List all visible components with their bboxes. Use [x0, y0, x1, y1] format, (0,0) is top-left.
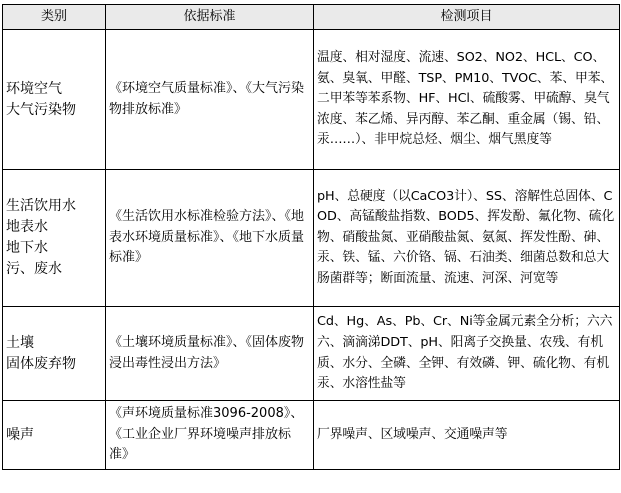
table-row: [3, 307, 620, 401]
row-basis: 《土壤环境质量标准》、《固体废物浸出毒性浸出方法》: [106, 307, 314, 401]
row-items: 温度、相对湿度、流速、SO2、NO2、HCL、CO、氨、臭氧、甲醛、TSP、PM10、TVOC、苯、甲苯、二甲苯等苯系物、HF、HCl、硫酸雾、甲硫醇、臭气浓度、苯乙烯、异丙醇、苯乙酮、重金属（锡、铅、汞……）、非甲烷总烃、烟尘、烟气黑度等: [314, 30, 620, 170]
row-items: Cd、Hg、As、Pb、Cr、Ni等金属元素全分析；六六六、滴滴涕DDT、pH、阳离子交换量、农残、有机质、水分、全磷、全钾、有效磷、钾、硫化物、有机汞、水溶性盐等: [314, 307, 620, 401]
row-basis: 《声环境质量标准3096-2008》、《工业企业厂界环境噪声排放标准》: [106, 401, 314, 470]
table-row: [3, 30, 620, 170]
table-header-row: [3, 5, 620, 30]
row-items: 厂界噪声、区域噪声、交通噪声等: [314, 401, 620, 470]
row-category: 环境空气 大气污染物: [3, 30, 106, 170]
row-category: 土壤 固体废弃物: [3, 307, 106, 401]
header-items: 检测项目: [314, 5, 620, 30]
table-row: [3, 401, 620, 470]
header-basis: 依据标准: [106, 5, 314, 30]
row-items: pH、总硬度（以CaCO3计）、SS、溶解性总固体、COD、高锰酸盐指数、BOD5、挥发酚、氟化物、硫化物、硝酸盐氮、亚硝酸盐氮、氨氮、挥发性酚、砷、汞、铁、锰、六价铬、镉、石油类、细菌总数和总大肠菌群等；断面流量、流速、河深、河宽等: [314, 170, 620, 307]
standards-table: [2, 4, 620, 470]
row-basis: 《环境空气质量标准》、《大气污染物排放标准》: [106, 30, 314, 170]
row-basis: 《生活饮用水标准检验方法》、《地表水环境质量标准》、《地下水质量标准》: [106, 170, 314, 307]
row-category: 生活饮用水 地表水 地下水 污、废水: [3, 170, 106, 307]
table-row: [3, 170, 620, 307]
row-category: 噪声: [3, 401, 106, 470]
header-category: 类别: [3, 5, 106, 30]
